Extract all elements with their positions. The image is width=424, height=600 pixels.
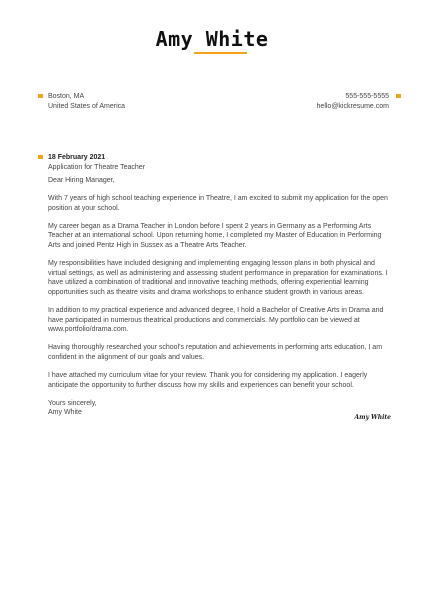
letter-paragraph: My career began as a Drama Teacher in London before I spent 2 years in Germany as a Performing Arts Teacher at an international school. Upon returning home, I completed my Master of Education in Performing Arts and joined Pentz High in Sussex as a Theatre Arts Teacher. [48,222,382,249]
letter-paragraph: I have attached my curriculum vitae for your review. Thank you for considering my application. I eagerly anticipate the opportunity to further discuss how my skills and experiences can benefit your school. [48,371,368,389]
letter-closing-name: Amy White [48,409,82,417]
letter-paragraph: My responsibilities have included designing and implementing engaging lesson plans in both physical and virtual settings, as well as administering and assessing student performance in preparation for examinations. I have utilized a combination of traditional and innovative teaching methods, offering experiential learning opportunities such as theatre visits and drama workshops to enhance student growth in various areas. [48,260,388,296]
letter-paragraph: With 7 years of high school teaching experience in Theatre, I am excited to submit my application for the open position at your school. [48,195,388,212]
contact-right-marker [396,94,401,98]
letter-closing: Yours sincerely, [48,399,97,407]
contact-country: United States of America [48,103,126,110]
date-block [48,153,145,173]
contact-left-marker [38,94,43,98]
letter-subject: Application for Theatre Teacher [48,164,146,171]
contact-phone: 555-555-5555 [345,93,389,100]
date-marker [38,155,43,159]
contact-city: Boston, MA [48,93,85,100]
letter-paragraph: Having thoroughly researched your school's reputation and achievements in performing arts education, I am confident in the alignment of our goals and values. [48,344,383,361]
letter-date: 18 February 2021 [48,154,106,161]
applicant-name: Amy White [155,27,269,51]
letter-greeting: Dear Hiring Manager, [48,177,115,184]
contact-details [317,92,389,112]
letter-body [48,176,394,418]
letter-paragraph: In addition to my practical experience and advanced degree, I hold a Bachelor of Creative Arts in Drama and have participated in numerous theatrical productions and commercials. My portfolio can be viewed at www.portfolio/drama.com. [48,306,384,334]
contact-email: hello@kickresume.com [316,103,389,110]
signature: Amy White [354,414,391,421]
name-underline-accent [194,52,247,54]
contact-location [48,92,125,112]
